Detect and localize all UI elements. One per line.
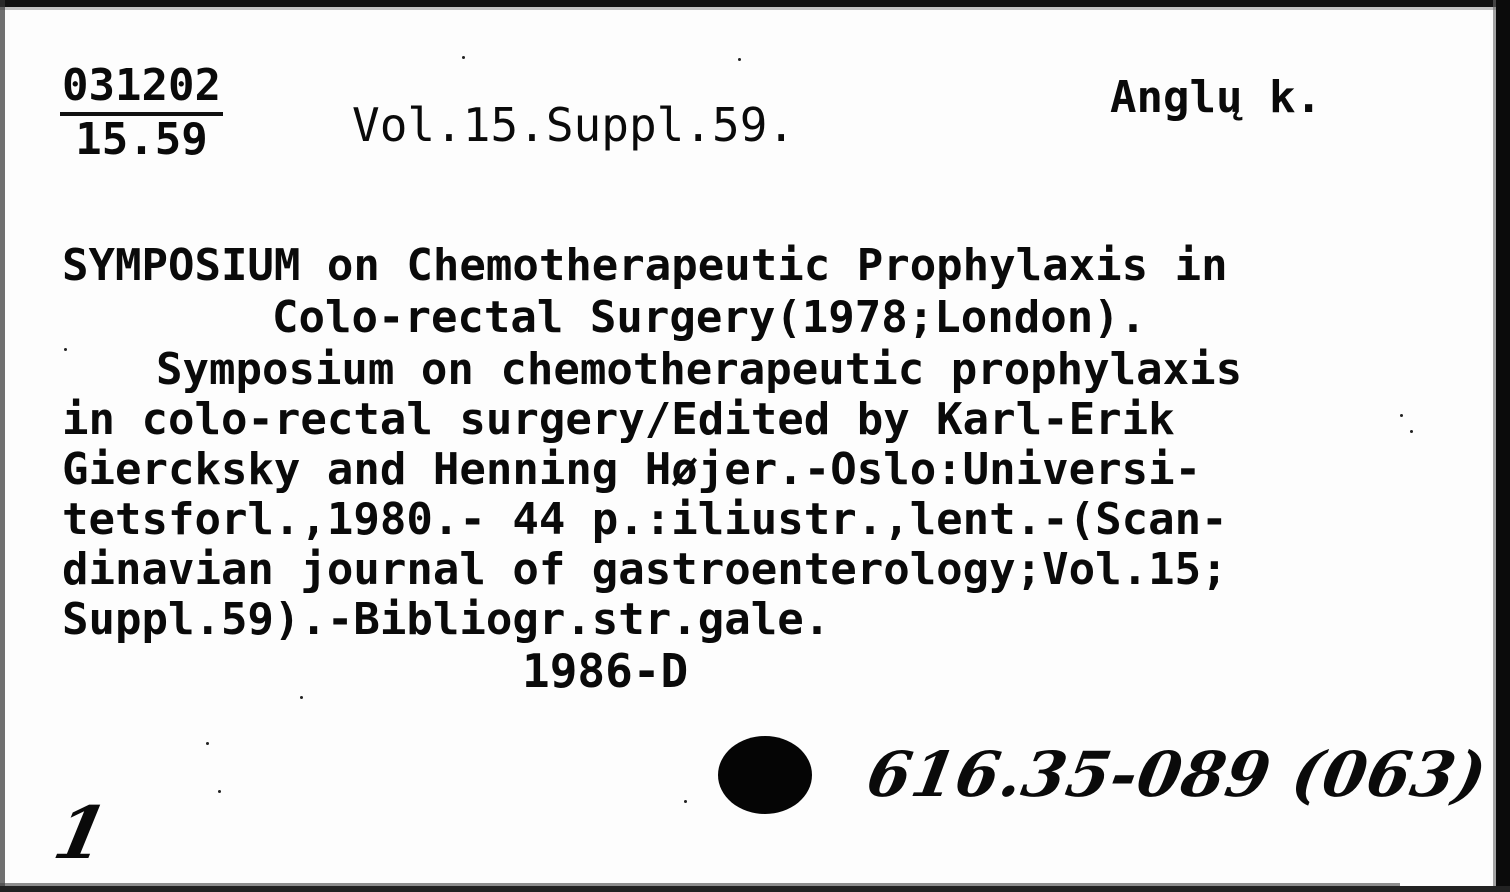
body-line-3: Symposium on chemotherapeutic prophylaxis [156,344,1243,395]
card-edge-left [0,0,5,892]
scan-speck [738,58,741,61]
class-number-bottom: 15.59 [75,114,208,165]
scan-speck [1410,430,1413,433]
udc-handwritten: 616.35-089 (063) [861,738,1493,811]
body-line-5: Giercksky and Henning Højer.-Oslo:Universi- [62,444,1202,495]
handwritten-mark: 1 [46,790,116,875]
card-edge-right [1496,0,1510,892]
scan-speck [300,696,303,699]
class-number-top: 031202 [60,62,223,116]
scan-speck [462,56,465,59]
scan-speck [64,348,67,351]
scan-speck [1400,414,1403,417]
scan-speck [684,800,687,803]
body-line-2: Colo-rectal Surgery(1978;London). [272,292,1147,343]
body-line-4: in colo-rectal surgery/Edited by Karl-Erik [62,394,1175,445]
scan-speck [206,742,209,745]
card-edge-top-shadow [0,7,1510,10]
body-line-7: dinavian journal of gastroenterology;Vol.15; [62,544,1228,595]
volume-info: Vol.15.Suppl.59. [352,98,796,152]
card-edge-top [0,0,1510,7]
body-line-6: tetsforl.,1980.- 44 p.:iliustr.,lent.-(Scan- [62,494,1228,545]
scan-speck [218,790,221,793]
body-line-8: Suppl.59).-Bibliogr.str.gale. [62,594,831,645]
class-number [60,62,223,164]
year-code: 1986-D [522,644,689,698]
card-edge-bottom [0,886,1510,892]
body-line-1: SYMPOSIUM on Chemotherapeutic Prophylaxis in [62,240,1228,291]
punched-dot-mark [718,736,812,814]
language-note: Anglų k. [1110,72,1322,123]
